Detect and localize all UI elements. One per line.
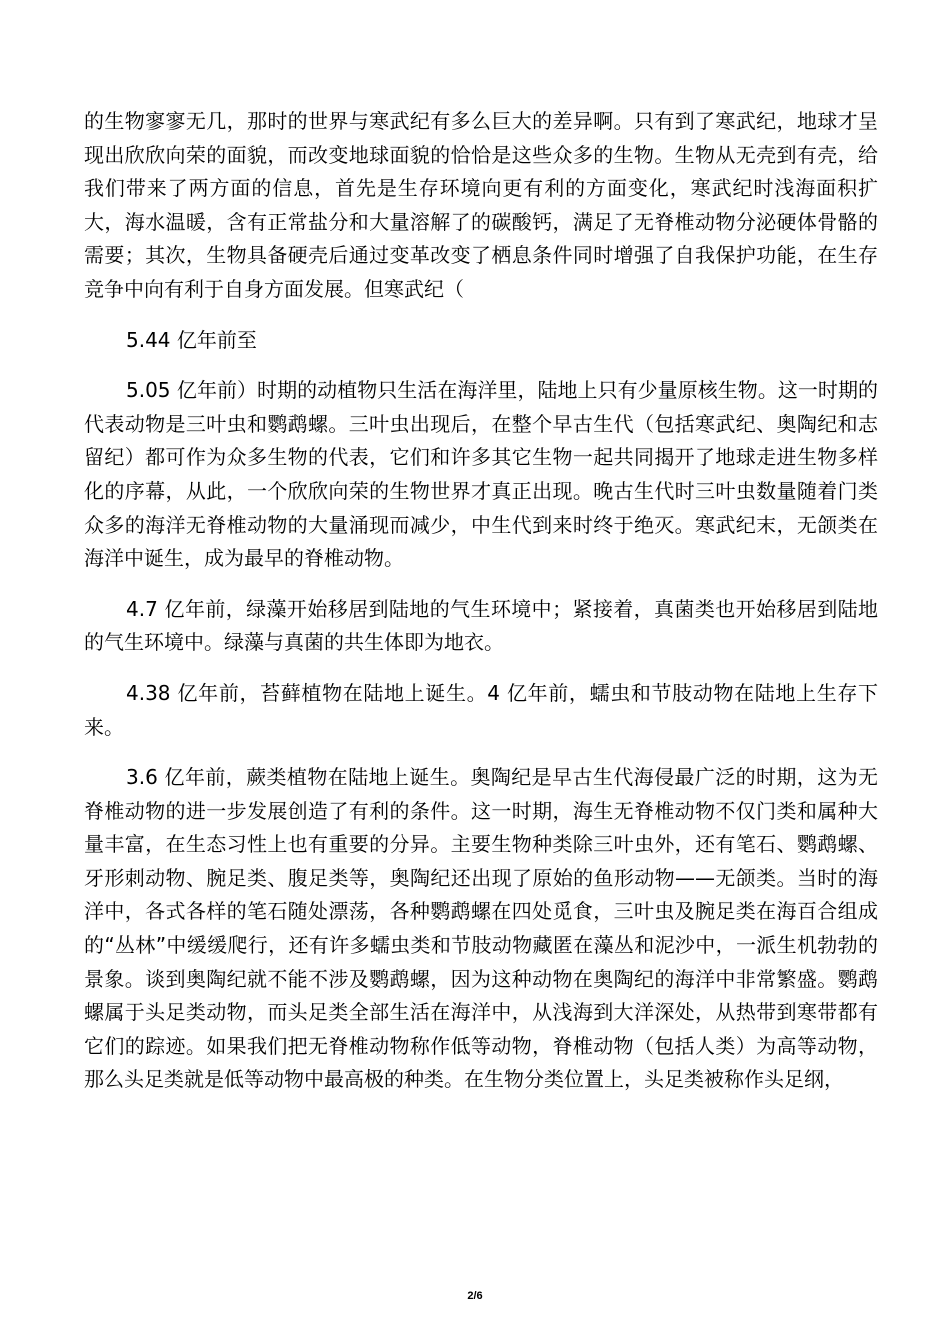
paragraph-470-million-years: 4.7 亿年前，绿藻开始移居到陆地的气生环境中；紧接着，真菌类也开始移居到陆地的气生环境中。绿藻与真菌的共生体即为地衣。 bbox=[84, 596, 878, 655]
document-body bbox=[84, 105, 878, 1097]
paragraph-544-million-years: 5.44 亿年前至 bbox=[126, 327, 257, 352]
paragraph-505-million-years: 5.05 亿年前）时期的动植物只生活在海洋里，陆地上只有少量原核生物。这一时期的代表动物是三叶虫和鹦鹉螺。三叶虫出现后，在整个早古生代（包括寒武纪、奥陶纪和志留纪）都可作为众多生物的代表，它们和许多其它生物一起共同揭开了地球走进生物多样化的序幕，从此，一个欣欣向荣的生物世界才真正出现。晚古生代时三叶虫数量随着门类众多的海洋无脊椎动物的大量涌现而减少，中生代到来时终于绝灭。寒武纪末，无颌类在海洋中诞生，成为最早的脊椎动物。 bbox=[84, 378, 878, 571]
paragraph-360-million-years: 3.6 亿年前，蕨类植物在陆地上诞生。奥陶纪是早古生代海侵最广泛的时期，这为无脊椎动物的进一步发展创造了有利的条件。这一时期，海生无脊椎动物不仅门类和属种大量丰富，在生态习性上也有重要的分异。主要生物种类除三叶虫外，还有笔石、鹦鹉螺、牙形刺动物、腕足类、腹足类等，奥陶纪还出现了原始的鱼形动物——无颌类。当时的海洋中，各式各样的笔石随处漂荡，各种鹦鹉螺在四处觅食，三叶虫及腕足类在海百合组成的“丛林”中缓缓爬行，还有许多蠕虫类和节肢动物藏匿在藻丛和泥沙中，一派生机勃勃的景象。谈到奥陶纪就不能不涉及鹦鹉螺，因为这种动物在奥陶纪的海洋中非常繁盛。鹦鹉螺属于头足类动物，而头足类全部生活在海洋中，从浅海到大洋深处，从热带到寒带都有它们的踪迹。如果我们把无脊椎动物称作低等动物，脊椎动物（包括人类）为高等动物，那么头足类就是低等动物中最高极的种类。在生物分类位置上，头足类被称作头足纲， bbox=[84, 765, 878, 1092]
paragraph-cambrian-continued: 的生物寥寥无几，那时的世界与寒武纪有多么巨大的差异啊。只有到了寒武纪，地球才呈现出欣欣向荣的面貌，而改变地球面貌的恰恰是这些众多的生物。生物从无壳到有壳，给我们带来了两方面的信息，首先是生存环境向更有利的方面变化，寒武纪时浅海面积扩大，海水温暖，含有正常盐分和大量溶解了的碳酸钙，满足了无脊椎动物分泌硬体骨骼的需要；其次，生物具备硬壳后通过变革改变了栖息条件同时增强了自我保护功能，在生存竞争中向有利于自身方面发展。但寒武纪（ bbox=[84, 109, 878, 301]
paragraph-438-million-years: 4.38 亿年前，苔藓植物在陆地上诞生。4 亿年前，蠕虫和节肢动物在陆地上生存下来。 bbox=[84, 680, 878, 739]
page-number: 2/6 bbox=[467, 1290, 483, 1302]
